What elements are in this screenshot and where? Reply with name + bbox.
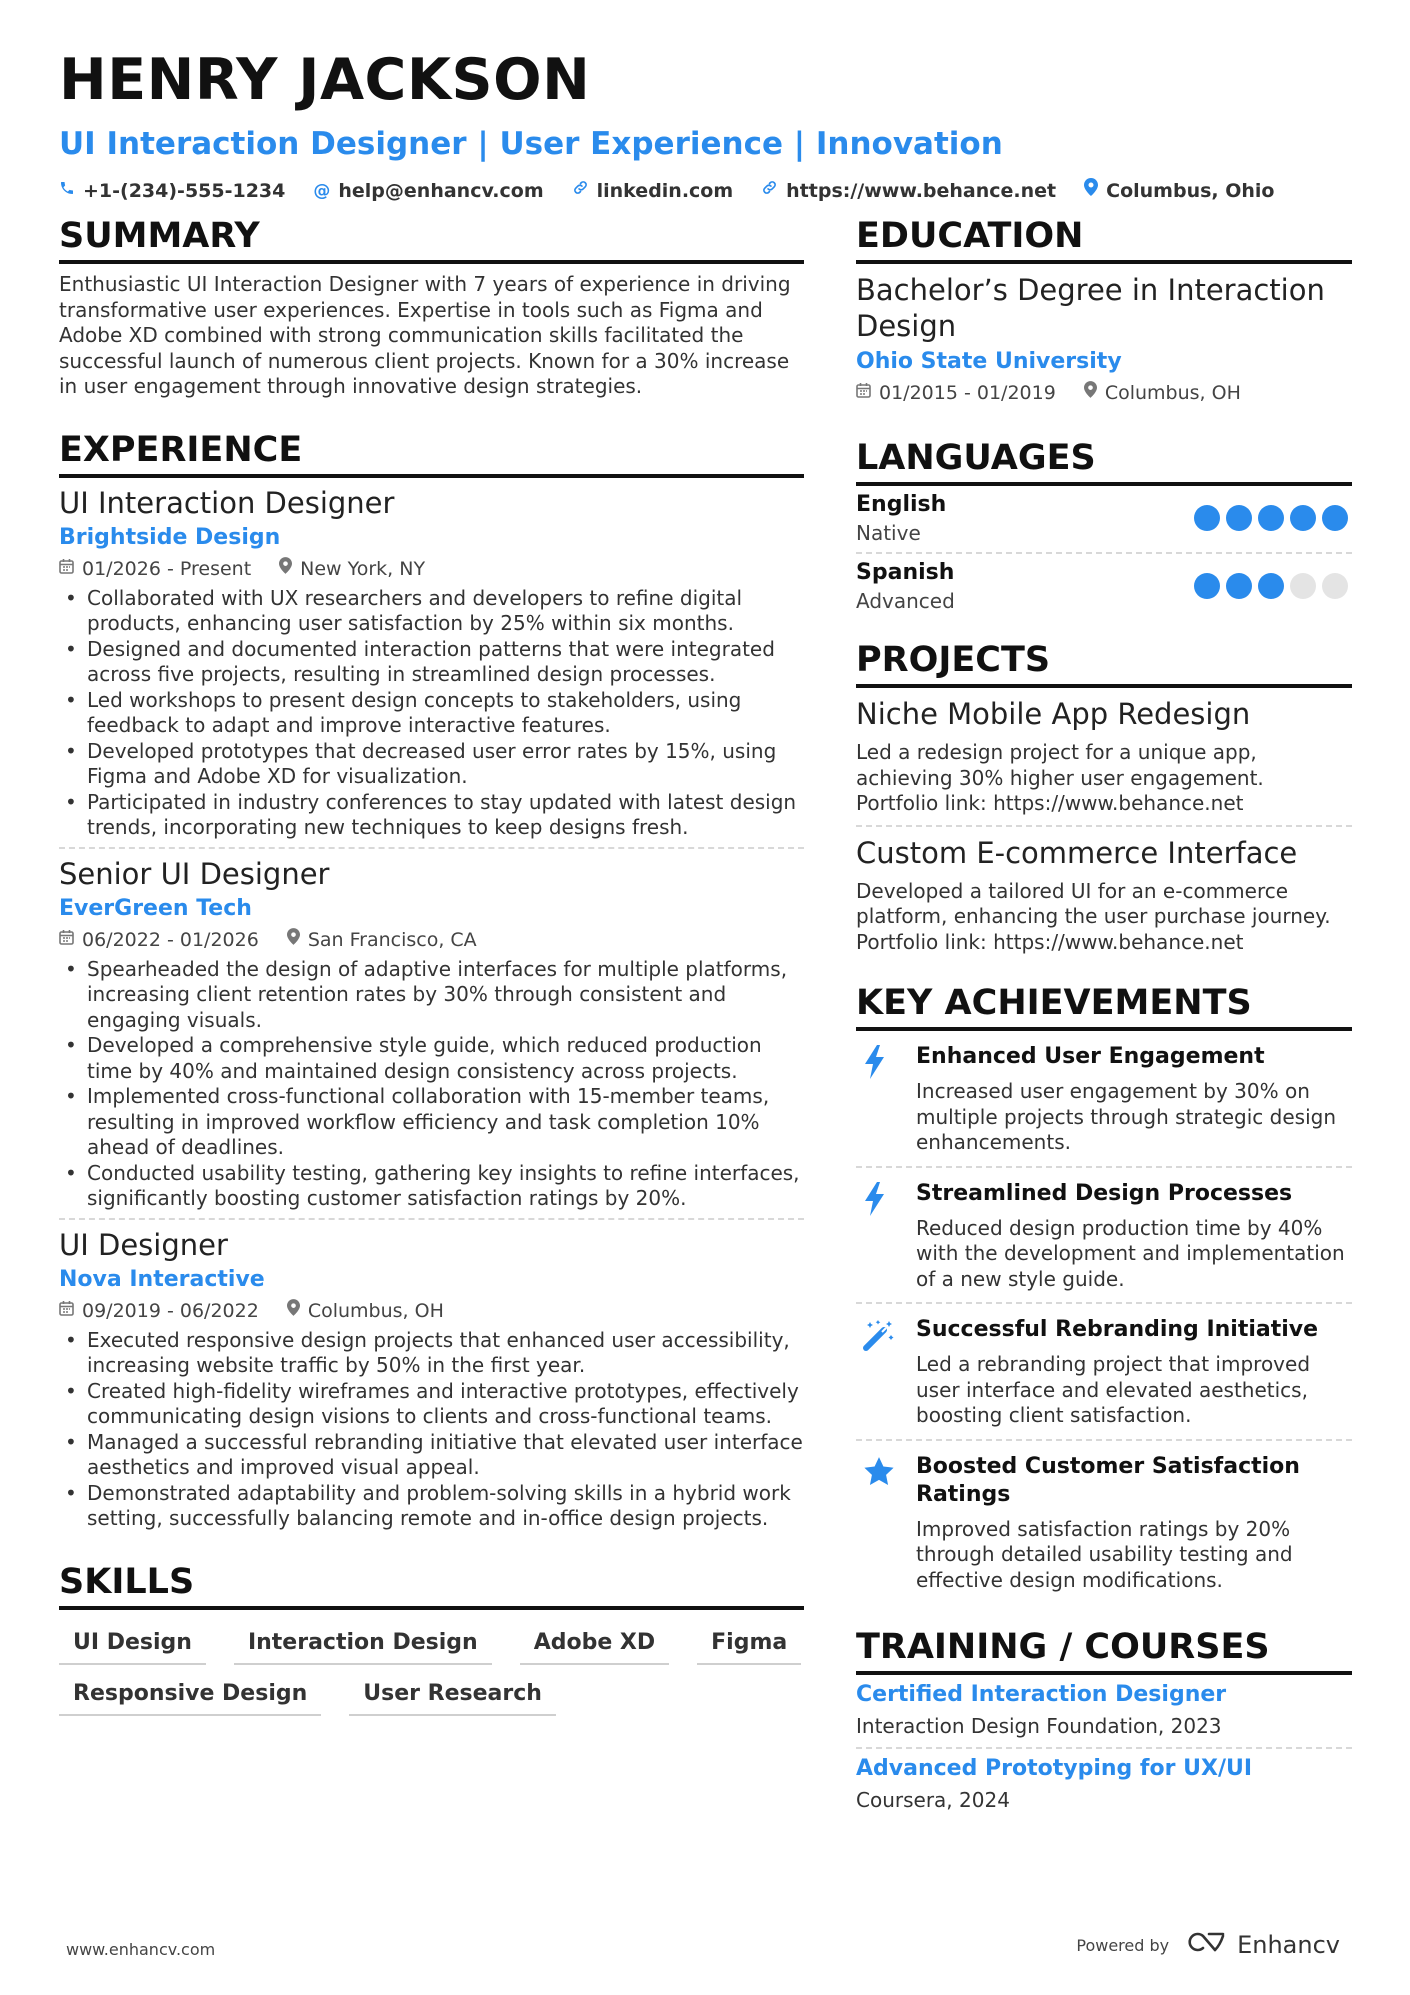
rating-dot-filled	[1226, 505, 1252, 531]
job-location	[287, 925, 477, 955]
rating-dot-filled	[1290, 505, 1316, 531]
job-location-text: New York, NY	[300, 557, 426, 580]
rating-dot-empty	[1322, 573, 1348, 599]
education-section	[856, 214, 1352, 408]
project-title: Niche Mobile App Redesign	[856, 697, 1251, 731]
skills-section	[59, 1560, 804, 1716]
at-icon: @	[313, 181, 331, 201]
education-meta	[856, 378, 1352, 408]
location-pin-icon	[279, 554, 292, 584]
job-dates	[59, 554, 251, 584]
job-company: Nova Interactive	[59, 1266, 265, 1292]
powered-by-label: Powered by	[1076, 1935, 1170, 1955]
job-title: Senior UI Designer	[59, 856, 330, 891]
language-entry	[856, 486, 1352, 554]
skills-list	[59, 1624, 804, 1716]
contact-email[interactable]	[313, 178, 543, 204]
summary-text: Enthusiastic UI Interaction Designer with 7 years of experience in driving transformative user experiences. Expertise in tools such as Figma and Adobe XD combined with strong communication skills facilitated the successful launch of numerous client projects. Known for a 30% increase in user engagement through innovative design strategies.	[59, 272, 791, 398]
language-rating	[1194, 505, 1348, 531]
link-icon	[761, 178, 778, 204]
education-degree: Bachelor’s Degree in Interaction Design	[856, 273, 1325, 343]
rating-dot-filled	[1226, 573, 1252, 599]
magic-wand-icon	[856, 1316, 916, 1429]
candidate-name: HENRY JACKSON	[59, 47, 591, 113]
training-section	[856, 1625, 1352, 1821]
project-entry	[856, 827, 1352, 964]
job-bullet: • Managed a successful rebranding initiative that elevated user interface aesthetics and improved visual appeal.	[59, 1430, 804, 1481]
brand-name: Enhancv	[1237, 1931, 1340, 1959]
job-bullet: • Participated in industry conferences to stay updated with latest design trends, incorporating new techniques to keep designs fresh.	[59, 790, 804, 841]
job-dates-text: 09/2019 - 06/2022	[82, 1299, 259, 1322]
phone-icon	[59, 178, 75, 204]
achievement-description: Reduced design production time by 40% with the development and implementation of a new style guide.	[916, 1215, 1345, 1291]
job-bullet: • Spearheaded the design of adaptive interfaces for multiple platforms, increasing client retention rates by 30% through consistent and engaging visuals.	[59, 957, 804, 1034]
job-entry	[59, 1220, 804, 1538]
education-school: Ohio State University	[856, 349, 1122, 374]
job-bullets	[59, 586, 804, 841]
achievement-description: Improved satisfaction ratings by 20% through detailed usability testing and effective design modifications.	[916, 1516, 1293, 1592]
location-pin-icon	[1084, 178, 1098, 204]
contact-phone[interactable]	[59, 178, 285, 204]
calendar-icon	[59, 925, 74, 955]
calendar-icon	[59, 1296, 74, 1326]
calendar-icon	[856, 378, 871, 408]
right-column	[856, 214, 1352, 1821]
summary-section	[59, 214, 804, 400]
skill-tag: UI Design	[59, 1624, 206, 1665]
link-icon	[572, 178, 589, 204]
achievement-entry	[856, 1304, 1352, 1441]
calendar-icon	[59, 554, 74, 584]
language-entry	[856, 554, 1352, 620]
contact-location	[1084, 178, 1274, 204]
achievements-title: KEY ACHIEVEMENTS	[856, 981, 1352, 1031]
language-name: Spanish	[856, 560, 955, 585]
candidate-headline: UI Interaction Designer | User Experience | Innovation	[59, 126, 1003, 162]
footer-branding	[1076, 1930, 1340, 1960]
location-pin-icon	[1084, 378, 1097, 408]
contact-behance-text: https://www.behance.net	[786, 180, 1057, 202]
job-dates	[59, 1296, 259, 1326]
course-entry	[856, 1749, 1352, 1821]
job-bullet: • Developed prototypes that decreased user error rates by 15%, using Figma and Adobe XD for visualization.	[59, 739, 804, 790]
achievement-description: Led a rebranding project that improved user interface and elevated aesthetics, boosting client satisfaction.	[916, 1352, 1311, 1427]
project-description: Led a redesign project for a unique app, achieving 30% higher user engagement. Portfolio link: https://www.behance.net	[856, 740, 1264, 815]
skill-tag: User Research	[349, 1675, 556, 1716]
job-company: EverGreen Tech	[59, 895, 252, 921]
job-entry	[59, 478, 804, 849]
achievement-entry	[856, 1031, 1352, 1168]
contact-location-text: Columbus, Ohio	[1106, 180, 1275, 202]
course-provider: Coursera, 2024	[856, 1788, 1010, 1812]
job-meta	[59, 1296, 804, 1326]
rating-dot-filled	[1258, 505, 1284, 531]
contact-phone-text: +1-(234)-555-1234	[83, 180, 286, 202]
brand-logo[interactable]	[1183, 1930, 1340, 1960]
education-location	[1084, 378, 1241, 408]
achievement-entry	[856, 1441, 1352, 1604]
course-title: Advanced Prototyping for UX/UI	[856, 1756, 1253, 1781]
languages-title: LANGUAGES	[856, 436, 1352, 486]
achievement-title: Boosted Customer Satisfaction Ratings	[916, 1453, 1300, 1507]
education-dates-text: 01/2015 - 01/2019	[879, 382, 1056, 404]
resume-header	[59, 40, 1349, 204]
education-location-text: Columbus, OH	[1104, 382, 1241, 404]
training-title: TRAINING / COURSES	[856, 1625, 1352, 1675]
job-meta	[59, 925, 804, 955]
achievement-entry	[856, 1168, 1352, 1305]
job-bullet: • Executed responsive design projects that enhanced user accessibility, increasing website traffic by 50% in the first year.	[59, 1328, 804, 1379]
contact-behance[interactable]	[761, 178, 1056, 204]
language-level: Native	[856, 521, 921, 545]
job-dates	[59, 925, 259, 955]
language-name: English	[856, 492, 947, 517]
job-entry	[59, 849, 804, 1220]
job-bullet: • Designed and documented interaction patterns that were integrated across five projects, resulting in streamlined design processes.	[59, 637, 804, 688]
job-bullet: • Collaborated with UX researchers and developers to refine digital products, enhancing user satisfaction by 25% within six months.	[59, 586, 804, 637]
experience-title: EXPERIENCE	[59, 428, 804, 478]
left-column	[59, 214, 804, 1716]
job-bullet: • Implemented cross-functional collaboration with 15-member teams, resulting in improved workflow efficiency and task completion 10% ahead of deadlines.	[59, 1084, 804, 1161]
contact-linkedin-text: linkedin.com	[596, 180, 734, 202]
contact-linkedin[interactable]	[572, 178, 734, 204]
course-title: Certified Interaction Designer	[856, 1682, 1227, 1707]
job-bullet: • Demonstrated adaptability and problem-solving skills in a hybrid work setting, successfully balancing remote and in-office design projects.	[59, 1481, 804, 1532]
job-location	[287, 1296, 444, 1326]
job-bullet: • Led workshops to present design concepts to stakeholders, using feedback to adapt and improve interactive features.	[59, 688, 804, 739]
achievement-title: Streamlined Design Processes	[916, 1180, 1293, 1206]
job-company: Brightside Design	[59, 524, 281, 550]
summary-title: SUMMARY	[59, 214, 804, 264]
skill-tag: Adobe XD	[520, 1624, 669, 1665]
job-bullets	[59, 957, 804, 1212]
rating-dot-filled	[1194, 505, 1220, 531]
education-dates	[856, 378, 1056, 408]
job-dates-text: 06/2022 - 01/2026	[82, 928, 259, 951]
job-bullet: • Conducted usability testing, gathering key insights to refine interfaces, significantly boosting customer satisfaction ratings by 20%.	[59, 1161, 804, 1212]
lightning-bolt-icon	[856, 1180, 916, 1293]
projects-title: PROJECTS	[856, 638, 1352, 688]
languages-section	[856, 436, 1352, 620]
contact-email-text: help@enhancv.com	[338, 180, 544, 202]
achievements-section	[856, 981, 1352, 1603]
job-location-text: Columbus, OH	[307, 1299, 444, 1322]
rating-dot-filled	[1194, 573, 1220, 599]
job-location	[279, 554, 425, 584]
job-title: UI Designer	[59, 1227, 228, 1262]
location-pin-icon	[287, 925, 300, 955]
achievement-title: Successful Rebranding Initiative	[916, 1317, 1319, 1342]
project-description: Developed a tailored UI for an e-commerce platform, enhancing the user purchase journey. Portfolio link: https://www.behance.net	[856, 878, 1331, 954]
star-icon	[856, 1453, 916, 1594]
project-entry	[856, 688, 1352, 827]
skills-title: SKILLS	[59, 1560, 804, 1610]
language-level: Advanced	[856, 589, 955, 613]
enhancv-logo-icon	[1183, 1930, 1229, 1960]
job-title: UI Interaction Designer	[59, 485, 395, 520]
job-meta	[59, 554, 804, 584]
location-pin-icon	[287, 1296, 300, 1326]
rating-dot-filled	[1322, 505, 1348, 531]
skill-tag: Responsive Design	[59, 1675, 321, 1716]
course-provider: Interaction Design Foundation, 2023	[856, 1714, 1222, 1738]
rating-dot-filled	[1258, 573, 1284, 599]
project-title: Custom E-commerce Interface	[856, 835, 1298, 870]
projects-section	[856, 638, 1352, 963]
footer-website[interactable]: www.enhancv.com	[66, 1940, 216, 1959]
course-entry	[856, 1675, 1352, 1749]
lightning-bolt-icon	[856, 1043, 916, 1156]
skill-tag: Figma	[697, 1624, 801, 1665]
education-title: EDUCATION	[856, 214, 1352, 264]
job-bullets	[59, 1328, 804, 1532]
achievement-title: Enhanced User Engagement	[916, 1044, 1265, 1069]
rating-dot-empty	[1290, 573, 1316, 599]
job-location-text: San Francisco, CA	[307, 928, 477, 951]
job-bullet: • Developed a comprehensive style guide, which reduced production time by 40% and maintained design consistency across projects.	[59, 1033, 804, 1084]
job-bullet: • Created high-fidelity wireframes and interactive prototypes, effectively communicating design visions to clients and cross-functional teams.	[59, 1379, 804, 1430]
language-rating	[1194, 573, 1348, 599]
job-dates-text: 01/2026 - Present	[82, 557, 252, 580]
achievement-description: Increased user engagement by 30% on multiple projects through strategic design enhancements.	[916, 1079, 1336, 1154]
skill-tag: Interaction Design	[234, 1624, 492, 1665]
experience-section	[59, 428, 804, 1538]
contact-list	[59, 178, 1349, 204]
